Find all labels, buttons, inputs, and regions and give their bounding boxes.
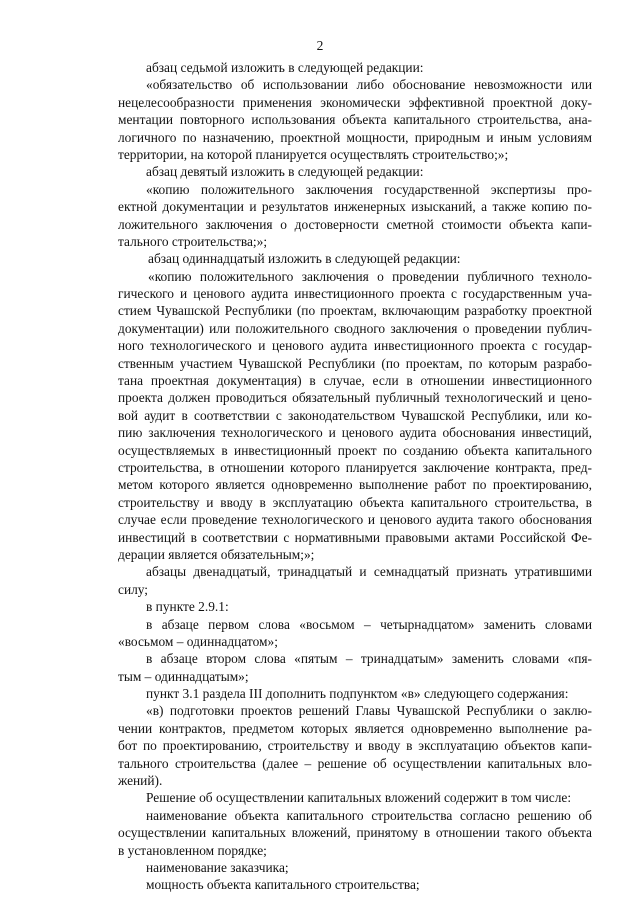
document-body — [118, 59, 592, 894]
text-line: нецелесообразности применения экономически эффективной проектной доку- — [118, 94, 592, 110]
text-line: пию заключения технологического и ценового аудита обоснования инвестиций, — [118, 425, 592, 441]
text-line: ложительного заключения о достоверности сметной стоимости объекта капи- — [118, 216, 592, 232]
text-line: территории, на которой планируется осуществлять строительство;»; — [118, 146, 509, 162]
text-line: тана проектная документация) в случае, если в отношении инвестиционного — [118, 373, 592, 389]
text-line: пункт 3.1 раздела III дополнить подпунктом «в» следующего содержания: — [146, 686, 569, 702]
text-line: тального строительства (далее – решение об осуществлении капитальных вло- — [118, 755, 592, 771]
text-line: метом которого является одновременно выполнение работ по проектированию, — [118, 477, 592, 493]
text-line: мощность объекта капитального строительства; — [146, 877, 420, 893]
text-line: абзац одиннадцатый изложить в следующей редакции: — [148, 251, 461, 267]
text-line: случае если проведение технологического и ценового аудита такого обоснования — [118, 512, 592, 528]
text-line: логичного по назначению, проектной мощности, природным и иным условиям — [118, 129, 592, 145]
text-line: в пункте 2.9.1: — [146, 599, 229, 615]
text-line: наименование объекта капитального строительства согласно решению об — [146, 807, 592, 823]
text-line: «копию положительного заключения о проведении публичного техноло- — [148, 268, 592, 284]
text-line: гического и ценового аудита инвестиционного проекта с государственным уча- — [118, 286, 592, 302]
text-line: тым – одиннадцатым»; — [118, 668, 249, 684]
text-line: в установленном порядке; — [118, 842, 267, 858]
text-line: тального строительства;»; — [118, 233, 268, 249]
text-line: бот по проектированию, строительству и вводу в эксплуатацию объектов капи- — [118, 738, 592, 754]
text-line: абзац седьмой изложить в следующей редакции: — [146, 60, 424, 75]
text-line: строительству и вводу в эксплуатацию объекта капитального строительства, в — [118, 494, 592, 510]
text-line: вой аудит в соответствии с законодательством Чувашской Республики, или ко- — [118, 407, 592, 423]
text-line: инвестиций в соответствии с нормативными правовыми актами Российской Фе- — [118, 529, 592, 545]
text-line: ного технологического и ценового аудита инвестиционного проекта с государ- — [118, 338, 592, 354]
text-line: «обязательство об использовании либо обоснование невозможности или — [146, 77, 592, 93]
text-line: дерации является обязательным;»; — [118, 546, 315, 562]
text-line: силу; — [118, 581, 149, 597]
text-line: абзац девятый изложить в следующей редакции: — [146, 164, 424, 180]
text-line: документации) или положительного сводного заключения о проведении публич- — [118, 320, 592, 336]
text-line: ментации повторного использования объекта капитального строительства, ана- — [118, 112, 592, 128]
text-line: осуществлении капитальных вложений, принятому в отношении такого объекта — [118, 825, 592, 841]
text-line: проекта должен проводиться обязательный публичный технологический и цено- — [118, 390, 592, 406]
text-line: в абзаце первом слова «восьмом – четырнадцатом» заменить словами — [146, 616, 592, 632]
text-line: ственным участием Чувашской Республики (по проектам, по которым разрабо- — [118, 355, 592, 371]
text-line: абзацы двенадцатый, тринадцатый и семнадцатый признать утратившими — [146, 564, 592, 580]
text-line: жений). — [118, 773, 163, 789]
text-line: «в) подготовки проектов решений Главы Чувашской Республики о заклю- — [146, 703, 592, 719]
text-line: Решение об осуществлении капитальных вложений содержит в том числе: — [146, 790, 572, 806]
text-line: чении контрактов, предметом которых является одновременно выполнение ра- — [118, 720, 592, 736]
text-line: в абзаце втором слова «пятым – тринадцатым» заменить словами «пя- — [146, 651, 592, 667]
text-line: осуществляемых в инвестиционный проект по созданию объекта капитального — [118, 442, 592, 458]
text-line: наименование заказчика; — [146, 859, 289, 875]
text-line: «восьмом – одиннадцатом»; — [118, 633, 278, 649]
page-number: 2 — [316, 38, 324, 53]
text-line: строительства, в отношении которого планируется заключение контракта, пред- — [118, 459, 592, 475]
text-line: «копию положительного заключения государственной экспертизы про- — [146, 181, 592, 197]
text-line: ектной документации и результатов инженерных изысканий, а также копию по- — [118, 199, 592, 215]
text-line: стием Чувашской Республики (по проектам, включающим разработку проектной — [118, 303, 592, 319]
